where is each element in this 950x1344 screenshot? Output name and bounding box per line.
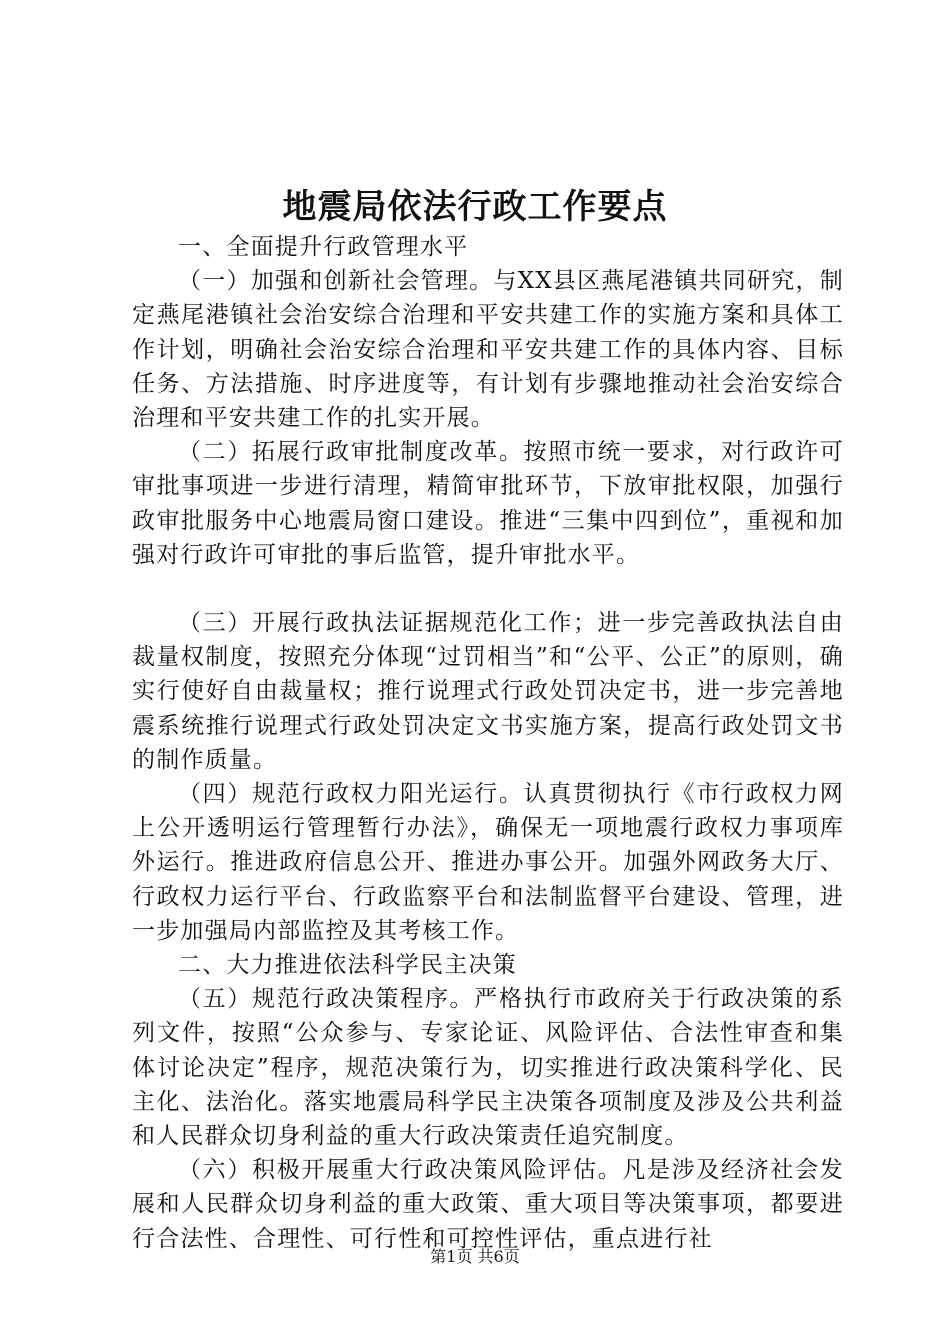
- section-heading-2: 二、大力推进依法科学民主决策: [178, 952, 517, 979]
- paragraph-6: （六）积极开展重大行政决策风险评估。凡是涉及经济社会发展和人民群众切身利益的重大政策、重大项目等决策事项，都要进行合法性、合理性、可行性和可控性评估，重点进行社: [132, 1157, 844, 1252]
- section-heading-1: 一、全面提升行政管理水平: [178, 234, 469, 260]
- paragraph-5: （五）规范行政决策程序。严格执行市政府关于行政决策的系列文件，按照“公众参与、专家论证、风险评估、合法性审查和集体讨论决定”程序，规范决策行为，切实推进行政决策科学化、民主化、法治化。落实地震局科学民主决策各项制度及涉及公共利益和人民群众切身利益的重大行政决策责任追究制度。: [132, 986, 844, 1150]
- document-body: [132, 230, 844, 1256]
- paragraph-4: （四）规范行政权力阳光运行。认真贯彻执行《市行政权力网上公开透明运行管理暂行办法》，确保无一项地震行政权力事项库外运行。推进政府信息公开、推进办事公开。加强外网政务大厅、行政权力运行平台、行政监察平台和法制监督平台建设、管理，进一步加强局内部监控及其考核工作。: [132, 781, 844, 944]
- paragraph-3: （三）开展行政执法证据规范化工作；进一步完善政执法自由裁量权制度，按照充分体现“过罚相当”和“公平、公正”的原则，确实行使好自由裁量权；推行说理式行政处罚决定书，进一步完善地震系统推行说理式行政处罚决定文书实施方案，提高行政处罚文书的制作质量。: [132, 610, 844, 773]
- document-title: 地震局依法行政工作要点: [282, 187, 668, 227]
- paragraph-gap: [132, 572, 844, 606]
- page-footer: 第1页 共6页: [430, 1247, 520, 1266]
- paragraph-1: （一）加强和创新社会管理。与XX县区燕尾港镇共同研究，制定燕尾港镇社会治安综合治理和平安共建工作的实施方案和具体工作计划，明确社会治安综合治理和平安共建工作的具体内容、目标任务、方法措施、时序进度等，有计划有步骤地推动社会治安综合治理和平安共建工作的扎实开展。: [132, 268, 844, 432]
- paragraph-2: （二）拓展行政审批制度改革。按照市统一要求，对行政许可审批事项进一步进行清理，精简审批环节，下放审批权限，加强行政审批服务中心地震局窗口建设。推进“三集中四到位”，重视和加强对行政许可审批的事后监管，提升审批水平。: [132, 439, 844, 568]
